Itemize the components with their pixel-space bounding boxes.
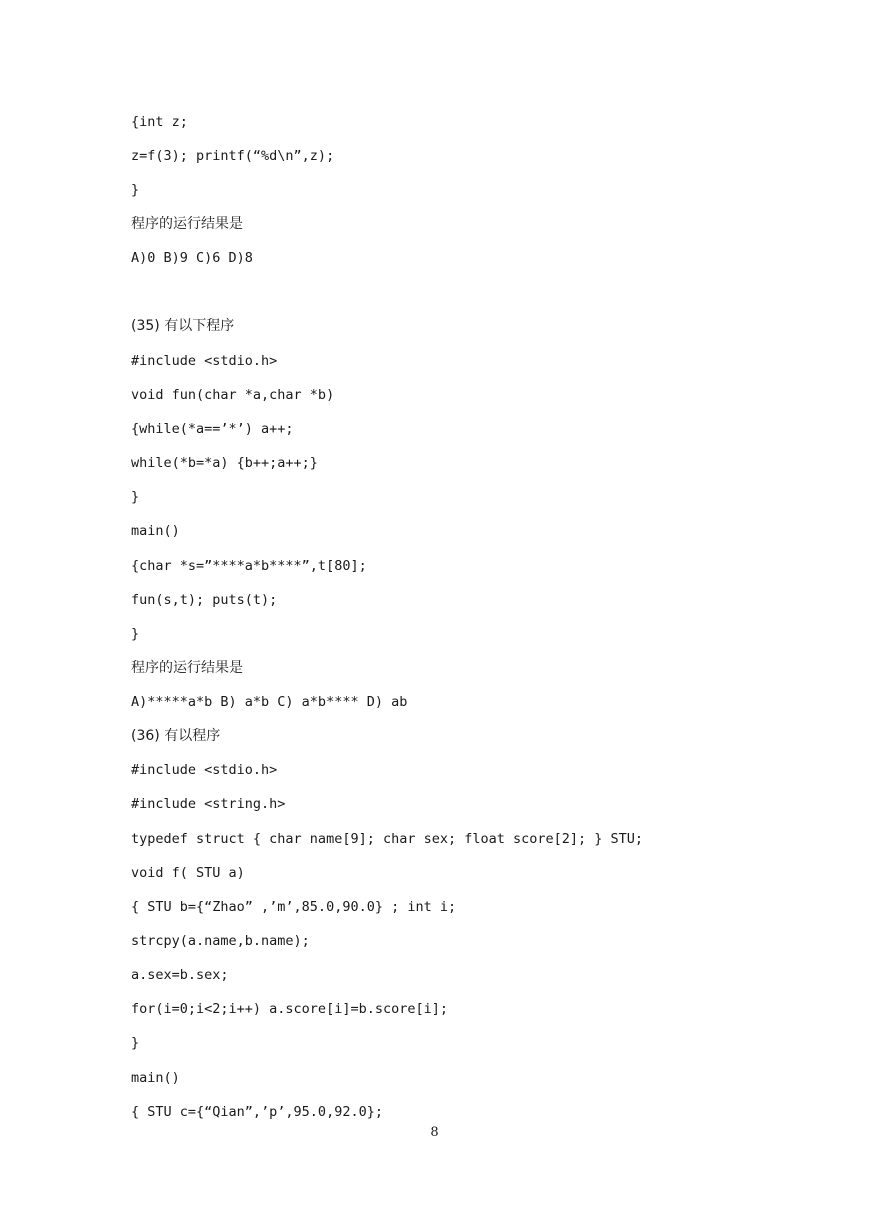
code-line: fun(s,t); puts(t); (131, 592, 278, 608)
code-line: main() (131, 523, 180, 539)
code-line: void f( STU a) (131, 865, 245, 881)
code-line: {while(*a==’*’) a++; (131, 421, 294, 437)
code-line: z=f(3); printf(“%d\n”,z); (131, 148, 335, 164)
answer-options: A)*****a*b B) a*b C) a*b**** D) ab (131, 694, 408, 710)
code-line: #include <string.h> (131, 796, 286, 812)
question-prompt: 程序的运行结果是 (131, 216, 243, 232)
code-line: { STU b={“Zhao” ,’m’,85.0,90.0} ; int i; (131, 899, 457, 915)
question-heading-36: (36) 有以程序 (131, 728, 221, 744)
code-line: typedef struct { char name[9]; char sex; float score[2]; } STU; (131, 831, 644, 847)
code-line: a.sex=b.sex; (131, 967, 229, 983)
code-line: #include <stdio.h> (131, 762, 278, 778)
code-line: #include <stdio.h> (131, 353, 278, 369)
code-line: {char *s=”****a*b****”,t[80]; (131, 558, 367, 574)
code-line: {int z; (131, 114, 188, 130)
code-line: strcpy(a.name,b.name); (131, 933, 310, 949)
code-line: { STU c={“Qian”,’p’,95.0,92.0}; (131, 1104, 383, 1120)
code-line: } (131, 626, 140, 642)
code-line: main() (131, 1070, 180, 1086)
question-heading-35: (35) 有以下程序 (131, 318, 235, 334)
code-line: void fun(char *a,char *b) (131, 387, 335, 403)
answer-options: A)0 B)9 C)6 D)8 (131, 250, 253, 266)
code-line: } (131, 1035, 140, 1051)
code-line: while(*b=*a) {b++;a++;} (131, 455, 318, 471)
question-prompt: 程序的运行结果是 (131, 660, 243, 676)
code-line: for(i=0;i<2;i++) a.score[i]=b.score[i]; (131, 1001, 448, 1017)
code-line: } (131, 182, 140, 198)
page-number: 8 (430, 1125, 439, 1140)
code-line: } (131, 489, 140, 505)
